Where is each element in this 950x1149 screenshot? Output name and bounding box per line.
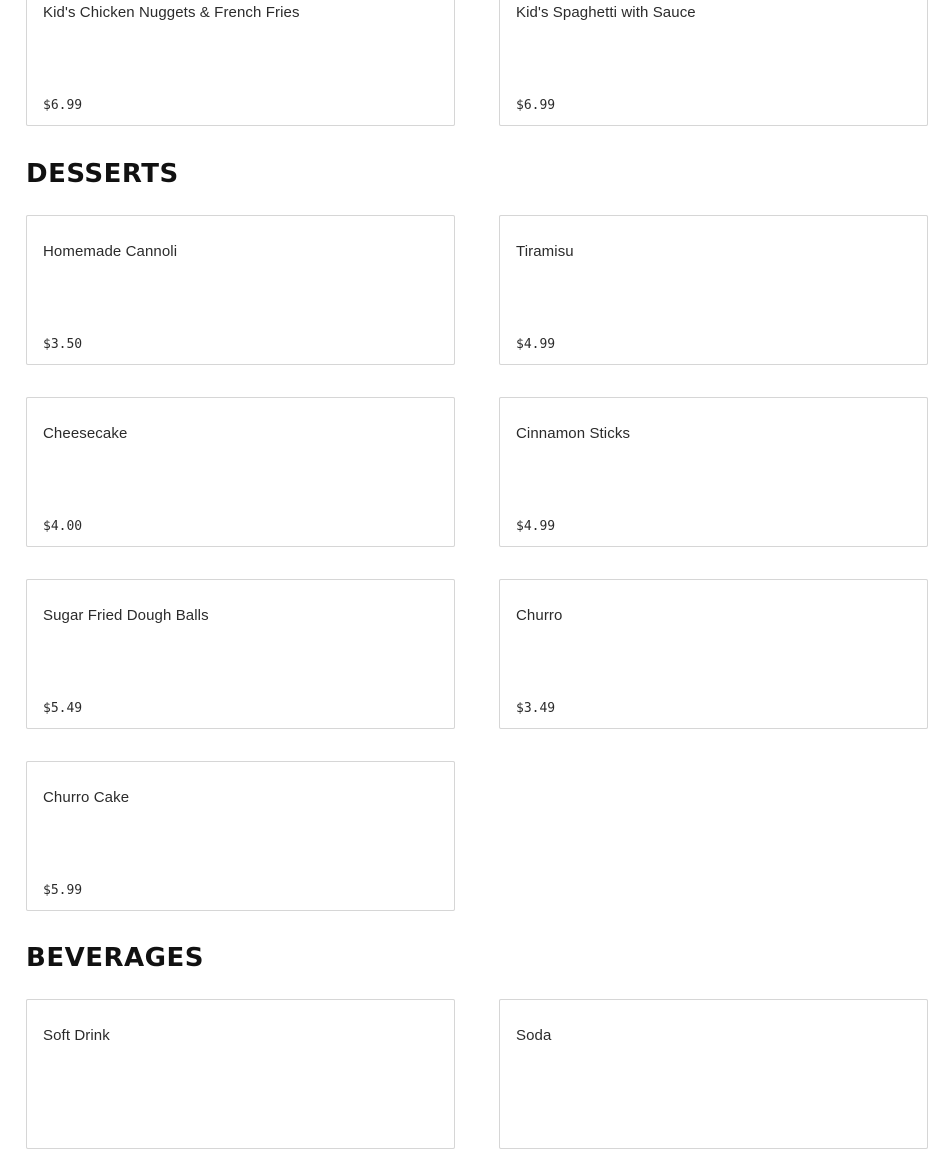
menu-item-price: $4.99 bbox=[516, 519, 556, 534]
menu-item-price: $3.50 bbox=[43, 337, 83, 352]
menu-item-name: Kid's Chicken Nuggets & French Fries bbox=[43, 4, 300, 21]
menu-item-card[interactable] bbox=[26, 579, 455, 729]
menu-item-card[interactable] bbox=[499, 397, 928, 547]
menu-item-price: $5.49 bbox=[43, 701, 83, 716]
menu-item-name: Soft Drink bbox=[43, 1027, 110, 1044]
menu-item-price: $6.99 bbox=[516, 98, 556, 113]
section-title-beverages: BEVERAGES bbox=[26, 943, 204, 973]
menu-item-name: Sugar Fried Dough Balls bbox=[43, 607, 209, 624]
menu-item-price: $6.99 bbox=[43, 98, 83, 113]
menu-item-price: $4.00 bbox=[43, 519, 83, 534]
menu-item-card[interactable] bbox=[26, 761, 455, 911]
menu-item-card[interactable] bbox=[499, 0, 928, 126]
section-title-desserts: DESSERTS bbox=[26, 159, 179, 189]
menu-item-name: Cinnamon Sticks bbox=[516, 425, 631, 442]
menu-item-price: $4.99 bbox=[516, 337, 556, 352]
menu-item-price: $5.99 bbox=[43, 883, 83, 898]
menu-item-name: Kid's Spaghetti with Sauce bbox=[516, 4, 696, 21]
menu-item-card[interactable] bbox=[499, 999, 928, 1149]
menu-item-name: Tiramisu bbox=[516, 243, 574, 260]
menu-item-name: Churro bbox=[516, 607, 563, 624]
menu-item-name: Homemade Cannoli bbox=[43, 243, 178, 260]
menu-item-name: Cheesecake bbox=[43, 425, 128, 442]
menu-item-card[interactable] bbox=[26, 0, 455, 126]
menu-item-card[interactable] bbox=[26, 397, 455, 547]
menu-item-card[interactable] bbox=[499, 579, 928, 729]
menu-item-name: Soda bbox=[516, 1027, 552, 1044]
menu-item-card[interactable] bbox=[26, 999, 455, 1149]
menu-item-card[interactable] bbox=[499, 215, 928, 365]
menu-item-name: Churro Cake bbox=[43, 789, 130, 806]
menu-item-price: $3.49 bbox=[516, 701, 556, 716]
menu-item-card[interactable] bbox=[26, 215, 455, 365]
